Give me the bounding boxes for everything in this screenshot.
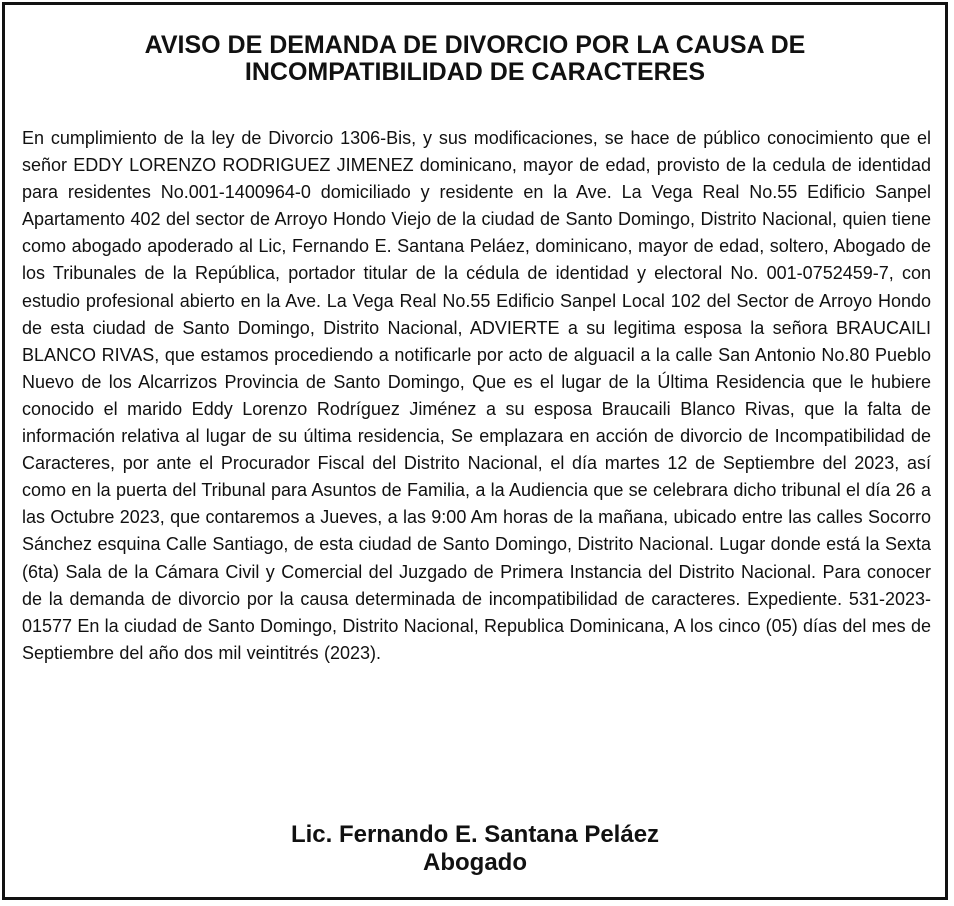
notice-body: En cumplimiento de la ley de Divorcio 1306-Bis, y sus modificaciones, se hace de público conocimiento que el señor EDDY LORENZO RODRIGUEZ JIMENEZ dominicano, mayor de edad, provisto de la cedula de identidad para residentes No.001-1400964-0 domiciliado y residente en la Ave. La Vega Real No.55 Edificio Sanpel Apartamento 402 del sector de Arroyo Hondo Viejo de la ciudad de Santo Domingo, Distrito Nacional, quien tiene como abogado apoderado al Lic, Fernando E. Santana Peláez, dominicano, mayor de edad, soltero, Abogado de los Tribunales de la República, portador titular de la cédula de identidad y electoral No. 001-0752459-7, con estudio profesional abierto en la Ave. La Vega Real No.55 Edificio Sanpel Local 102 del Sector de Arroyo Hondo de esta ciudad de Santo Domingo, Distrito Nacional, ADVIERTE a su legitima esposa la señora BRAUCAILI BLANCO RIVAS, que estamos procediendo a notificarle por acto de alguacil a la calle San Antonio No.80 Pueblo Nuevo de los Alcarrizos Provincia de Santo Domingo, Que es el lugar de la Última Residencia que le hubiere conocido el marido Eddy Lorenzo Rodríguez Jiménez a su esposa Braucaili Blanco Rivas, que la falta de información relativa al lugar de su última residencia, Se emplazara en acción de divorcio de Incompatibilidad de Caracteres, por ante el Procurador Fiscal del Distrito Nacional, el día martes 12 de Septiembre del 2023, así como en la puerta del Tribunal para Asuntos de Familia, a la Audiencia que se celebrara dicho tribunal el día 26 a las Octubre 2023, que contaremos a Jueves, a las 9:00 Am horas de la mañana, ubicado entre las calles Socorro Sánchez esquina Calle Santiago, de esta ciudad de Santo Domingo, Distrito Nacional. Lugar donde está la Sexta (6ta) Sala de la Cámara Civil y Comercial del Juzgado de Primera Instancia del Distrito Nacional. Para conocer de la demanda de divorcio por la causa determinada de incompatibilidad de caracteres. Expediente. 531-2023-01577 En la ciudad de Santo Domingo, Distrito Nacional, Republica Dominicana, A los cinco (05) días del mes de Septiembre del año dos mil veintitrés (2023). xyxy=(22,128,931,663)
signature-name: Lic. Fernando E. Santana Peláez xyxy=(290,821,660,848)
legal-notice xyxy=(2,2,948,900)
signature-block xyxy=(25,821,925,877)
signature-role: Abogado xyxy=(423,849,527,876)
notice-title: AVISO DE DEMANDA DE DIVORCIO POR LA CAUSA DE INCOMPATIBILIDAD DE CARACTERES xyxy=(144,31,806,86)
